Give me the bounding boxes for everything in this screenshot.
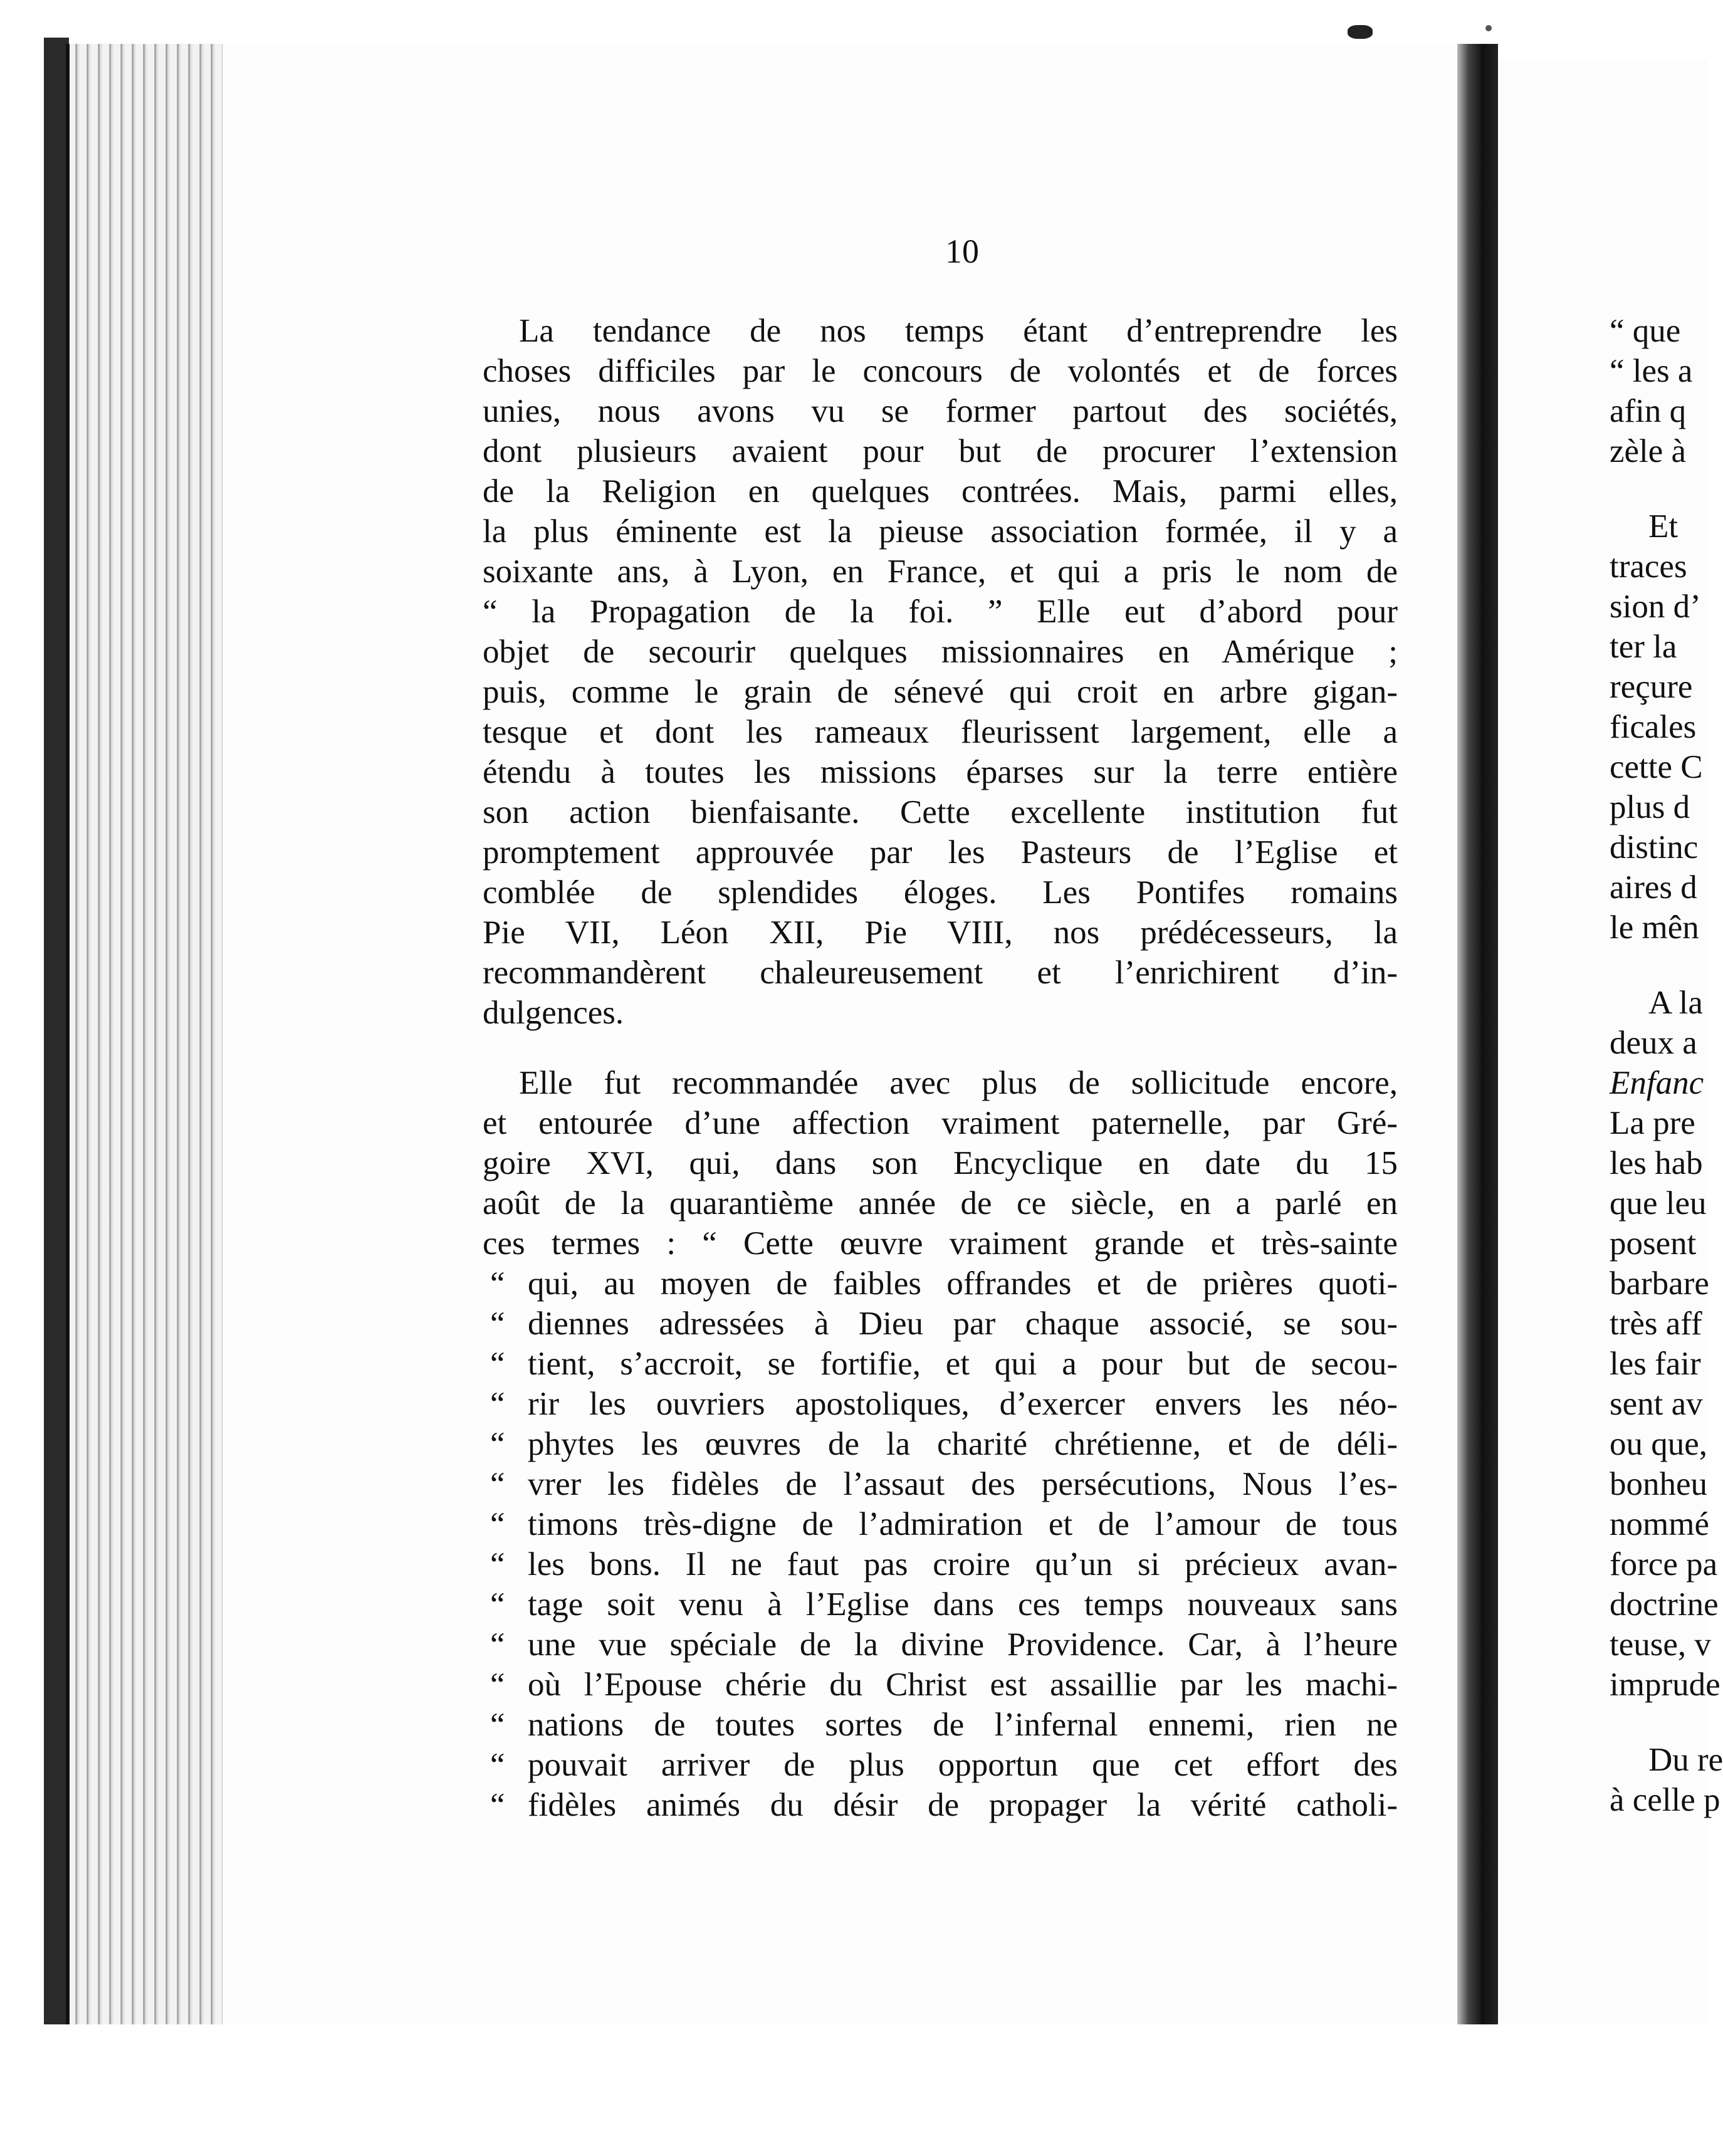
- text-line: Pie VII, Léon XII, Pie VIII, nos prédécesseurs, la: [483, 914, 1398, 951]
- quoted-line: [490, 1344, 1398, 1384]
- quoted-line: [490, 1544, 1398, 1584]
- quote-mark: “: [490, 1667, 505, 1703]
- text-line: tesque et dont les rameaux fleurissent largement, elle a: [483, 714, 1398, 750]
- quote-mark: “: [490, 1787, 505, 1823]
- text-line: objet de secourir quelques missionnaires en Amérique ;: [483, 634, 1398, 670]
- right-page-line: traces: [1610, 548, 1687, 585]
- right-page-line: les hab: [1610, 1145, 1703, 1181]
- right-page-line: Et: [1648, 508, 1678, 545]
- right-page-line: ter la: [1610, 629, 1677, 665]
- right-page-line: Enfanc: [1610, 1065, 1704, 1101]
- text-line: promptement approuvée par les Pasteurs de l’Eglise et: [483, 834, 1398, 871]
- right-page-line: barbare: [1610, 1265, 1709, 1302]
- text-line: comblée de splendides éloges. Les Pontifes romains: [483, 874, 1398, 911]
- quote-mark: “: [490, 1747, 505, 1783]
- quoted-text: les bons. Il ne faut pas croire qu’un si précieux avan-: [528, 1546, 1398, 1583]
- right-page-line: zèle à: [1610, 433, 1687, 469]
- right-page-line: “ que: [1610, 313, 1681, 349]
- quoted-line: [490, 1745, 1398, 1785]
- text-line: son action bienfaisante. Cette excellente institution fut: [483, 794, 1398, 830]
- right-page-line: distinc: [1610, 829, 1699, 866]
- text-line: étendu à toutes les missions éparses sur la terre entière: [483, 754, 1398, 790]
- right-page-line: à celle p: [1610, 1782, 1720, 1818]
- quoted-text: où l’Epouse chérie du Christ est assaillie par les machi-: [528, 1667, 1398, 1703]
- quoted-text: nations de toutes sortes de l’infernal ennemi, rien ne: [528, 1707, 1398, 1743]
- page-edges: [66, 44, 226, 2031]
- quoted-text: diennes adressées à Dieu par chaque associé, se sou-: [528, 1306, 1398, 1342]
- quote-mark: “: [490, 1265, 505, 1302]
- right-page-line: le mên: [1610, 909, 1699, 946]
- quoted-line: [490, 1424, 1398, 1464]
- quoted-text: une vue spéciale de la divine Providence. Car, à l’heure: [528, 1626, 1398, 1663]
- quoted-line: [490, 1584, 1398, 1625]
- quote-mark: “: [490, 1426, 505, 1462]
- right-page-line: Du re: [1648, 1742, 1723, 1778]
- quoted-text: timons très-digne de l’admiration et de l’amour de tous: [528, 1506, 1398, 1542]
- text-line: “ la Propagation de la foi. ” Elle eut d’abord pour: [483, 594, 1398, 630]
- right-page-line: bonheu: [1610, 1466, 1708, 1502]
- quoted-line: [490, 1665, 1398, 1705]
- quoted-text: fidèles animés du désir de propager la vérité catholi-: [528, 1787, 1398, 1823]
- text-line: août de la quarantième année de ce siècle, en a parlé en: [483, 1185, 1398, 1222]
- quote-mark: “: [490, 1466, 505, 1502]
- quoted-line: [490, 1304, 1398, 1344]
- text-line: goire XVI, qui, dans son Encyclique en date du 15: [483, 1145, 1398, 1181]
- quote-mark: “: [490, 1386, 505, 1422]
- quoted-text: pouvait arriver de plus opportun que cet effort des: [528, 1747, 1398, 1783]
- page-number: 10: [945, 233, 979, 270]
- text-line: et entourée d’une affection vraiment paternelle, par Gré-: [483, 1105, 1398, 1141]
- quote-mark: “: [490, 1306, 505, 1342]
- quote-mark: “: [490, 1626, 505, 1663]
- book-cover-edge: [44, 38, 69, 2024]
- right-page-line: les fair: [1610, 1346, 1701, 1382]
- right-page-line: sion d’: [1610, 589, 1701, 625]
- text-line: de la Religion en quelques contrées. Mais, parmi elles,: [483, 473, 1398, 510]
- quoted-line: [490, 1504, 1398, 1544]
- quote-mark: “: [490, 1506, 505, 1542]
- quoted-text: phytes les œuvres de la charité chrétienne, et de déli-: [528, 1426, 1398, 1462]
- right-page-line: afin q: [1610, 393, 1687, 429]
- right-page-line: deux a: [1610, 1025, 1697, 1061]
- text-line: Elle fut recommandée avec plus de sollicitude encore,: [519, 1065, 1398, 1101]
- quoted-text: qui, au moyen de faibles offrandes et de prières quoti-: [528, 1265, 1398, 1302]
- right-page-line: reçure: [1610, 669, 1693, 705]
- quoted-text: tage soit venu à l’Eglise dans ces temps nouveaux sans: [528, 1586, 1398, 1623]
- right-page-line: La pre: [1610, 1105, 1695, 1141]
- quote-mark: “: [490, 1346, 505, 1382]
- right-page-line: nommé: [1610, 1506, 1709, 1542]
- quoted-line: [490, 1384, 1398, 1424]
- scan-margin-top: [0, 0, 1707, 38]
- text-line: choses difficiles par le concours de volontés et de forces: [483, 353, 1398, 389]
- right-page-line: imprude: [1610, 1667, 1720, 1703]
- quoted-text: tient, s’accroit, se fortifie, et qui a pour but de secou-: [528, 1346, 1398, 1382]
- right-page-line: aires d: [1610, 869, 1697, 906]
- right-page-line: ou que,: [1610, 1426, 1708, 1462]
- quoted-text: rir les ouvriers apostoliques, d’exercer envers les néo-: [528, 1386, 1398, 1422]
- text-line: La tendance de nos temps étant d’entreprendre les: [519, 313, 1398, 349]
- book-gutter: [1457, 44, 1498, 2031]
- quoted-text: vrer les fidèles de l’assaut des persécutions, Nous l’es-: [528, 1466, 1398, 1502]
- right-page-line: A la: [1648, 985, 1703, 1021]
- scan-speck: [1348, 25, 1373, 39]
- scan-margin-bottom: [0, 2024, 1707, 2156]
- quoted-line: [490, 1785, 1398, 1825]
- right-page-line: teuse, v: [1610, 1626, 1711, 1663]
- text-line: soixante ans, à Lyon, en France, et qui a pris le nom de: [483, 553, 1398, 590]
- right-page-line: plus d: [1610, 789, 1690, 825]
- right-page-line: doctrine: [1610, 1586, 1719, 1623]
- scan-speck: [1485, 25, 1492, 31]
- quote-mark: “: [490, 1707, 505, 1743]
- right-page-line: cette C: [1610, 749, 1703, 785]
- right-page-line: très aff: [1610, 1306, 1702, 1342]
- right-page-line: posent: [1610, 1225, 1697, 1262]
- text-line: la plus éminente est la pieuse association formée, il y a: [483, 513, 1398, 550]
- right-page-line: sent av: [1610, 1386, 1703, 1422]
- quote-mark: “: [490, 1546, 505, 1583]
- text-line: dulgences.: [483, 995, 624, 1031]
- right-page-line: ficales: [1610, 709, 1697, 745]
- quoted-line: [490, 1705, 1398, 1745]
- right-page-line: force pa: [1610, 1546, 1718, 1583]
- text-line: dont plusieurs avaient pour but de procurer l’extension: [483, 433, 1398, 469]
- right-page-line: “ les a: [1610, 353, 1693, 389]
- quoted-line: [490, 1625, 1398, 1665]
- right-page-line: que leu: [1610, 1185, 1707, 1222]
- quote-mark: “: [490, 1586, 505, 1623]
- text-line: ces termes : “ Cette œuvre vraiment grande et très-sainte: [483, 1225, 1398, 1262]
- text-line: unies, nous avons vu se former partout des sociétés,: [483, 393, 1398, 429]
- text-line: recommandèrent chaleureusement et l’enrichirent d’in-: [483, 955, 1398, 991]
- quoted-line: [490, 1264, 1398, 1304]
- text-line: puis, comme le grain de sénevé qui croit en arbre gigan-: [483, 674, 1398, 710]
- quoted-line: [490, 1464, 1398, 1504]
